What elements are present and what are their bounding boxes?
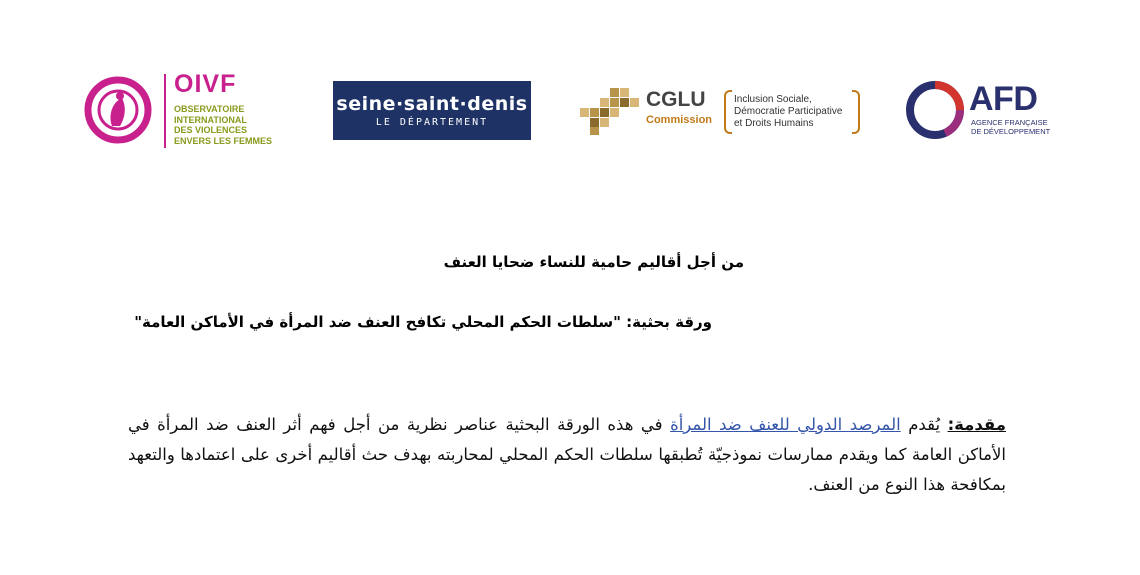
intro-label: مقدمة: [947, 415, 1007, 434]
cglu-logo [580, 86, 865, 136]
partner-logos-row [0, 0, 1140, 160]
oivf-link[interactable]: المرصد الدولي للعنف ضد المرأة [670, 415, 901, 434]
intro-verb: يُقدم [908, 415, 941, 434]
oivf-line: DES VIOLENCES [174, 125, 248, 135]
oivf-divider [164, 74, 166, 148]
oivf-emblem-icon [82, 72, 162, 152]
cglu-description [734, 94, 854, 130]
afd-sub-line: AGENCE FRANÇAISE [971, 118, 1048, 127]
document-title: من أجل أقاليم حامية للنساء ضحايا العنف [443, 253, 744, 271]
document-subtitle: ورقة بحثية: "سلطات الحكم المحلي تكافح العنف ضد المرأة في الأماكن العامة" [134, 313, 712, 331]
cglu-mosaic-icon [580, 86, 640, 136]
intro-text: في هذه الورقة البحثية عناصر نظرية من أجل فهم أثر العنف ضد المرأة في الأماكن العامة كما ويقدم ممارسات نموذجيّة تُطبقها سلطات الحكم المحلي لمحاربته بهدف حث أقاليم أخرى على اعتمادها والتعهد بمكافحة هذا النوع من العنف. [128, 415, 1006, 494]
oivf-subtitle [174, 104, 314, 146]
afd-name: AFD [969, 80, 1038, 118]
oivf-line: ENVERS LES FEMMES [174, 135, 273, 146]
oivf-line: OBSERVATOIRE [174, 104, 245, 114]
cglu-desc-line: Inclusion Sociale, [734, 94, 812, 105]
afd-logo [905, 78, 1051, 142]
cglu-bracket-left [724, 90, 732, 134]
cglu-commission: Commission [646, 114, 713, 126]
intro-paragraph [128, 410, 1006, 500]
seine-saint-denis-logo [333, 81, 531, 140]
cglu-desc-line: Démocratie Participative [734, 106, 843, 117]
afd-ring-icon [905, 78, 967, 142]
cglu-bracket-right [852, 90, 860, 134]
cglu-name: CGLU [646, 88, 706, 111]
cglu-desc-line: et Droits Humains [734, 118, 814, 129]
oivf-logo [82, 72, 282, 152]
oivf-line: INTERNATIONAL [174, 114, 247, 125]
ssd-main-text: seine·saint·denis [336, 93, 528, 115]
afd-sub-line: DE DÉVELOPPEMENT [971, 127, 1051, 136]
ssd-sub-text: LE DÉPARTEMENT [375, 117, 489, 128]
oivf-title: OIVF [174, 70, 237, 98]
afd-subtitle [971, 118, 1051, 136]
